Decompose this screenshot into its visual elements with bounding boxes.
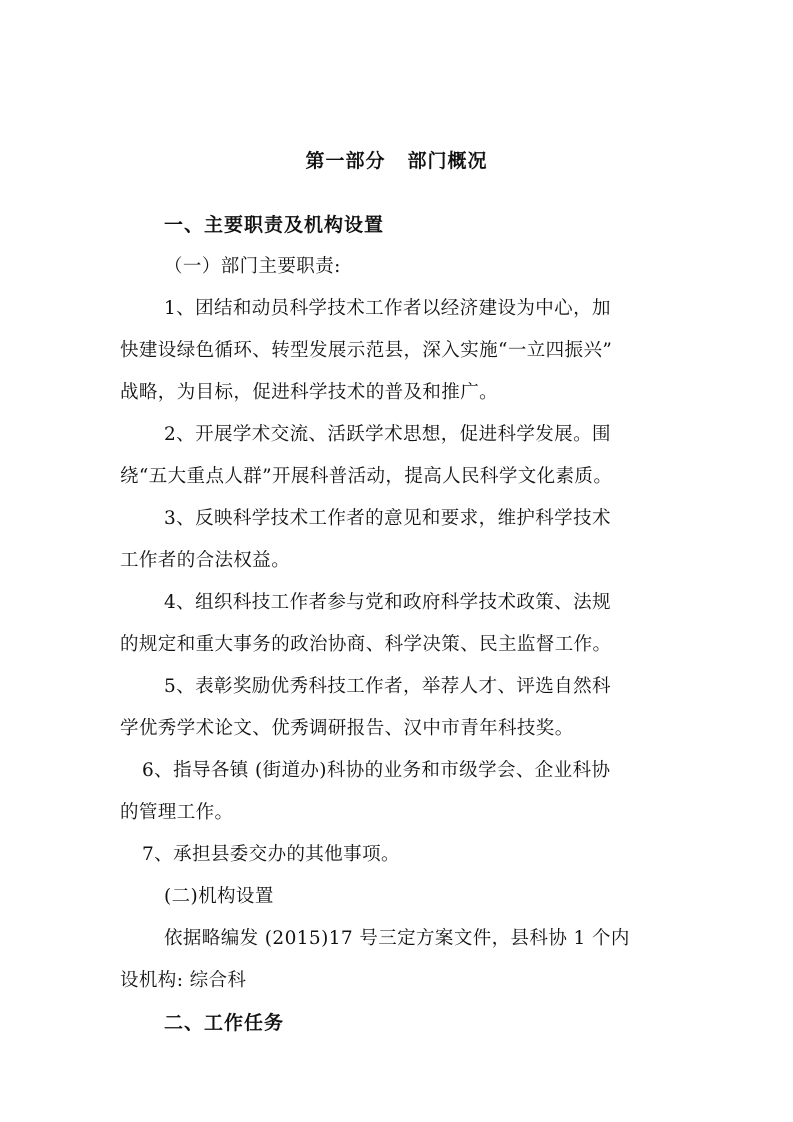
org-setup-line-2: 设机构: 综合科 (120, 970, 247, 991)
duty-1-line-2: 快建设绿色循环、转型发展示范县，深入实施“一立四振兴” (120, 340, 613, 361)
duty-1-line-3: 战略，为目标，促进科学技术的普及和推广。 (120, 382, 499, 403)
section-heading-1: 一、主要职责及机构设置 (164, 214, 385, 236)
subsection-heading-2: (二)机构设置 (164, 886, 274, 907)
subsection-heading-1: （一）部门主要职责: (164, 256, 341, 277)
duty-7-line-1: 7、承担县委交办的其他事项。 (142, 844, 400, 865)
page-title (0, 146, 793, 173)
title-part-1: 第一部分 (305, 150, 386, 172)
duty-2-line-1: 2、开展学术交流、活跃学术思想，促进科学发展。围 (164, 424, 611, 445)
duty-3-line-1: 3、反映科学技术工作者的意见和要求，维护科学技术 (164, 508, 611, 529)
duty-1-line-1: 1、团结和动员科学技术工作者以经济建设为中心，加 (164, 298, 611, 319)
duty-5-line-2: 学优秀学术论文、优秀调研报告、汉中市青年科技奖。 (120, 718, 574, 739)
org-setup-line-1: 依据略编发 (2015)17 号三定方案文件，县科协 1 个内 (164, 928, 630, 949)
duty-2-line-2: 绕“五大重点人群”开展科普活动，提高人民科学文化素质。 (120, 466, 613, 487)
section-heading-2: 二、工作任务 (164, 1012, 285, 1034)
duty-5-line-1: 5、表彰奖励优秀科技工作者，举荐人才、评选自然科 (164, 676, 611, 697)
duty-4-line-2: 的规定和重大事务的政治协商、科学决策、民主监督工作。 (120, 634, 612, 655)
duty-6-line-1: 6、指导各镇 (街道办)科协的业务和市级学会、企业科协 (142, 760, 611, 781)
duty-3-line-2: 工作者的合法权益。 (120, 550, 291, 571)
duty-6-line-2: 的管理工作。 (120, 802, 234, 823)
duty-4-line-1: 4、组织科技工作者参与党和政府科学技术政策、法规 (164, 592, 611, 613)
title-part-2: 部门概况 (407, 150, 488, 172)
